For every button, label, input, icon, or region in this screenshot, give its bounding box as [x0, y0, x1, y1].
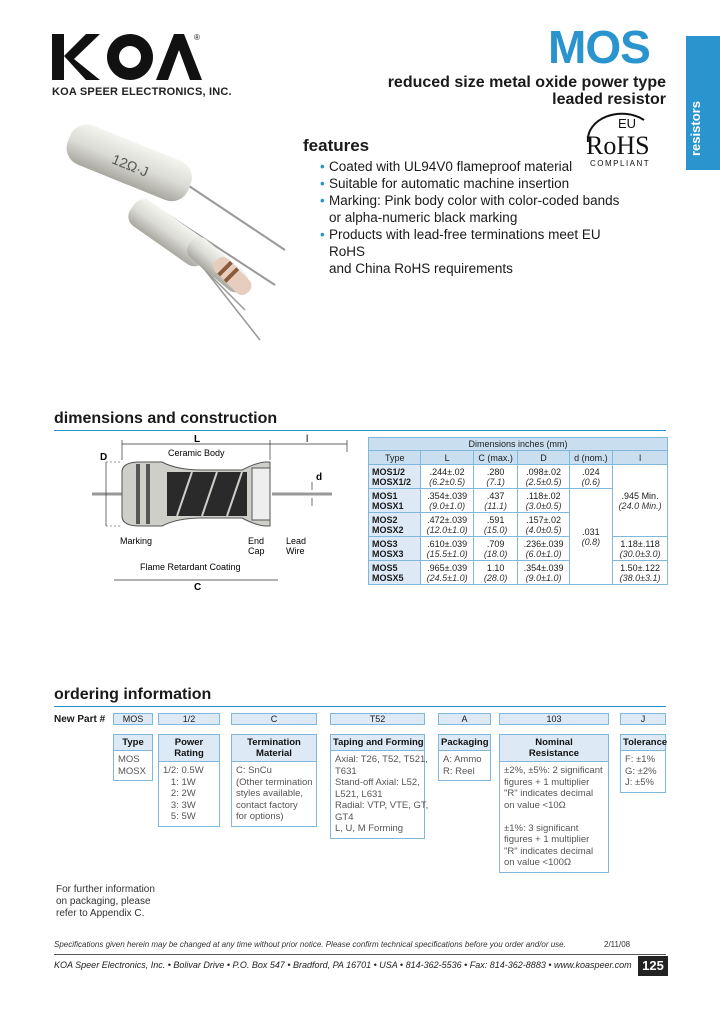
ordering-col-type: Type MOS MOSX — [113, 734, 153, 781]
ordering-col-resistance: Nominal Resistance ±2%, ±5%: 2 significant figures + 1 multiplier "R" indicates decimal on value <10Ω ±1%: 3 significant figures + 1 multiplier "R" indicates decimal on value <100Ω — [499, 734, 609, 873]
side-tab — [686, 36, 720, 170]
col-C: C (max.) — [473, 451, 518, 465]
col-l: l — [613, 451, 668, 465]
table-row: MOS2 MOSX2 .472±.039 (12.0±1.0) .591 (15.0) .157±.02 (4.0±0.5) — [369, 513, 668, 537]
section-divider — [54, 430, 666, 431]
rohs-text: RoHS — [586, 131, 650, 160]
table-row: MOS5 MOSX5 .965±.039 (24.5±1.0) 1.10 (28.0) .354±.039 (9.0±1.0) 1.50±.122 (38.0±3.1) — [369, 561, 668, 585]
page-number: 125 — [638, 956, 668, 976]
ordering-heading: ordering information — [54, 686, 212, 703]
label-ceramic-body: Ceramic Body — [168, 448, 225, 458]
section-divider — [54, 706, 666, 707]
table-row: MOS3 MOSX3 .610±.039 (15.5±1.0) .709 (18.0) .236±.039 (6.0±1.0) 1.18±.118 (30.0±3.0) — [369, 537, 668, 561]
features-heading: features — [303, 136, 370, 155]
product-title: MOS — [548, 21, 650, 73]
label-marking: Marking — [120, 536, 153, 546]
feature-item: • Products with lead-free terminations meet EU RoHS and China RoHS requirements — [320, 226, 640, 277]
product-subtitle-1: reduced size metal oxide power type — [387, 74, 666, 91]
ordering-col-packaging: Packaging A: Ammo R: Reel — [438, 734, 491, 781]
part-box-resistance: 103 — [499, 713, 609, 725]
col-d: d (nom.) — [569, 451, 612, 465]
rohs-eu: EU — [618, 116, 637, 131]
part-box-type: MOS — [113, 713, 153, 725]
revision-date: 2/11/08 — [604, 940, 631, 949]
label-coating: Flame Retardant Coating — [140, 562, 241, 572]
part-box-packaging: A — [438, 713, 491, 725]
col-L: L — [421, 451, 473, 465]
feature-item: • Marking: Pink body color with color-coded bands or alpha-numeric black marking — [320, 192, 640, 226]
new-part-label: New Part # — [54, 714, 106, 725]
side-tab-label: resistors — [688, 101, 703, 156]
koa-logo — [52, 32, 202, 84]
part-box-termination: C — [231, 713, 317, 725]
disclaimer: Specifications given herein may be changed at any time without prior notice. Please confirm technical specifications before you order and/or use. — [54, 940, 566, 949]
part-box-tolerance: J — [620, 713, 666, 725]
footer-divider — [54, 954, 666, 955]
label-end-cap: End Cap — [248, 536, 265, 556]
label-lead-wire: Lead Wire — [286, 536, 307, 556]
feature-item: • Coated with UL94V0 flameproof material — [320, 158, 640, 175]
svg-text:12Ω·J: 12Ω·J — [109, 150, 151, 180]
dim-label-l: l — [306, 434, 309, 445]
part-box-power: 1/2 — [158, 713, 220, 725]
part-box-taping: T52 — [330, 713, 425, 725]
dimensions-table — [368, 437, 668, 585]
col-D: D — [518, 451, 569, 465]
product-subtitle-2: leaded resistor — [552, 91, 666, 108]
feature-item: • Suitable for automatic machine insertion — [320, 175, 640, 192]
col-type: Type — [369, 451, 421, 465]
construction-drawing — [92, 432, 360, 602]
dim-label-D: D — [100, 452, 108, 463]
dim-label-L: L — [194, 434, 201, 445]
table-row: MOS1/2 MOSX1/2 .244±.02 (6.2±0.5) .280 (7.1) .098±.02 (2.5±0.5) .024 (0.6) .945 Min. (24.0 Min.) — [369, 465, 668, 489]
dimensions-heading: dimensions and construction — [54, 410, 278, 427]
ordering-col-tolerance: Tolerance F: ±1% G: ±2% J: ±5% — [620, 734, 666, 793]
table-title: Dimensions inches (mm) — [369, 438, 668, 451]
brand-subtitle: KOA SPEER ELECTRONICS, INC. — [52, 86, 232, 98]
further-info: For further information on packaging, please refer to Appendix C. — [56, 884, 155, 919]
ordering-col-termination: Termination Material C: SnCu (Other termination styles available, contact factory for options) — [231, 734, 317, 827]
product-photo — [45, 110, 290, 350]
rohs-compliant: COMPLIANT — [590, 159, 651, 168]
ordering-col-taping: Taping and Forming Axial: T26, T52, T521, T631 Stand-off Axial: L52, L521, L631 Radial: VTP, VTE, GT, GT4 L, U, M Forming — [330, 734, 425, 839]
dim-label-d: d — [316, 472, 323, 483]
features-list — [320, 158, 640, 277]
table-row: MOS1 MOSX1 .354±.039 (9.0±1.0) .437 (11.1) .118±.02 (3.0±0.5) .031 (0.8) — [369, 489, 668, 513]
ordering-col-power: Power Rating 1/2: 0.5W 1: 1W 2: 2W 3: 3W 5: 5W — [158, 734, 220, 827]
dim-label-C: C — [194, 582, 202, 593]
svg-text:®: ® — [194, 33, 200, 42]
footer-address: KOA Speer Electronics, Inc. • Bolivar Drive • P.O. Box 547 • Bradford, PA 16701 • USA • 814-362-5536 • Fax: 814-362-8883 • www.koaspeer.com — [54, 960, 632, 970]
